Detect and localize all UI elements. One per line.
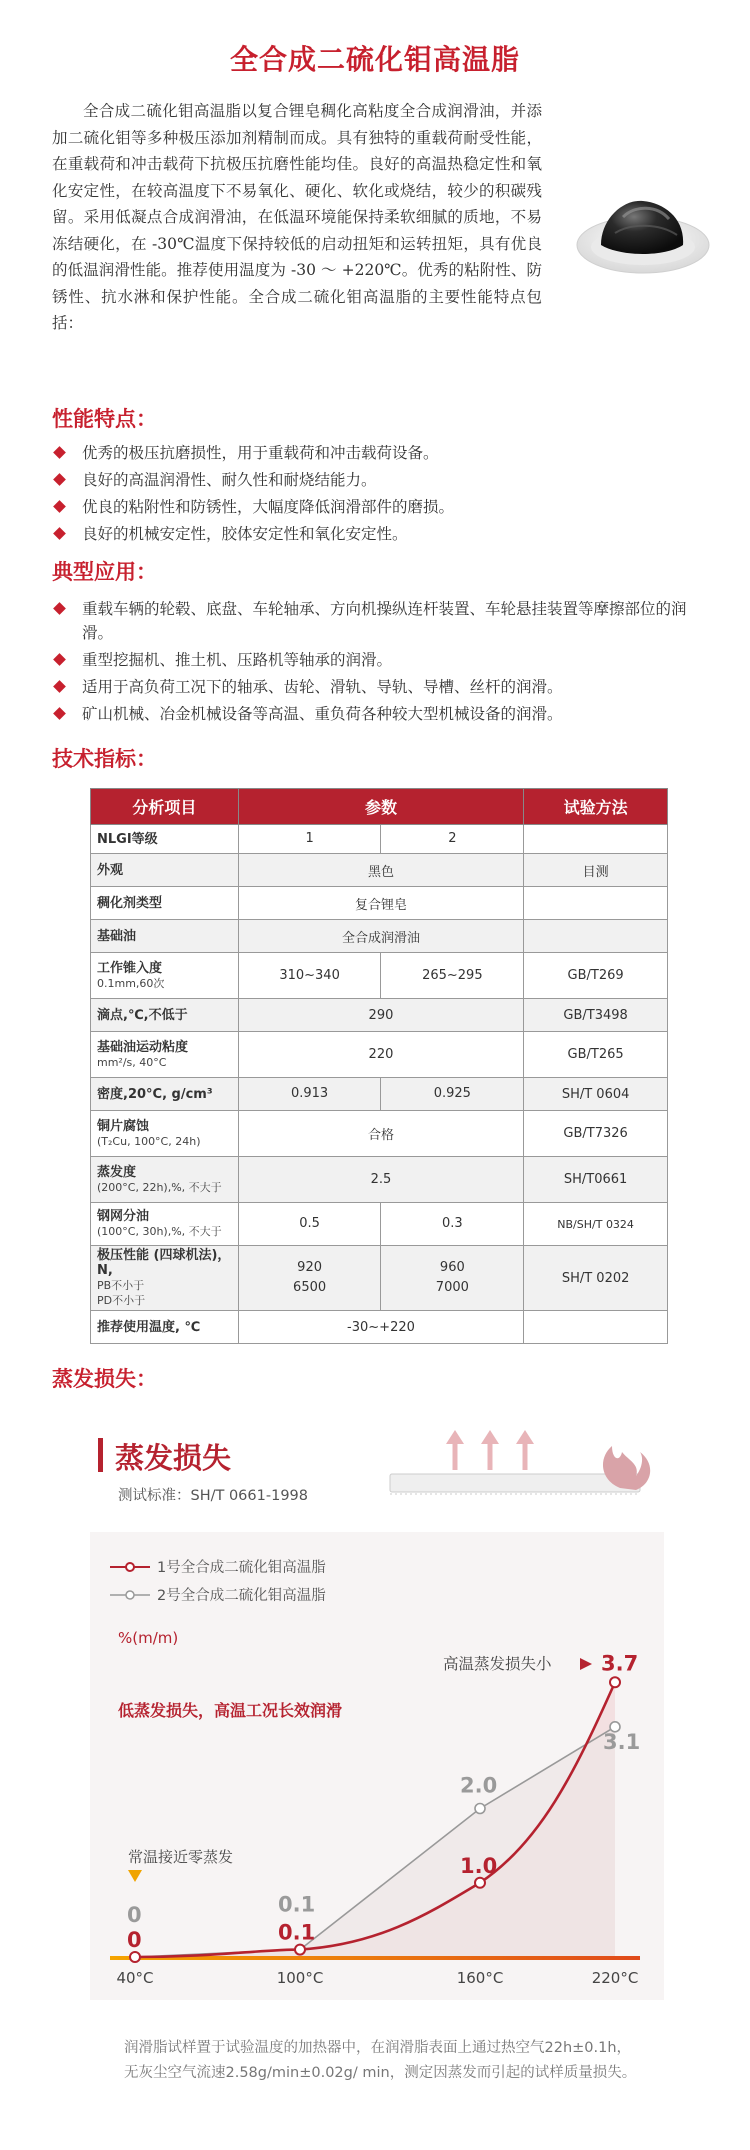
spec-value-cell: 0.913 [238, 1078, 381, 1111]
spec-value-cell: 全合成润滑油 [238, 920, 524, 953]
diamond-bullet-icon [53, 446, 66, 459]
spec-method-cell [524, 887, 668, 920]
spec-method-cell [524, 1311, 668, 1344]
spec-value-cell: -30~+220 [238, 1311, 524, 1344]
spec-table [90, 788, 668, 1344]
features-heading: 性能特点： [52, 407, 157, 431]
spec-item-label: 基础油 [97, 928, 137, 944]
series-2-data-label: 0 [127, 1903, 142, 1927]
series-1-point [295, 1945, 305, 1955]
spec-value-cell: 920 6500 [238, 1246, 381, 1311]
spec-value-cell: 0.925 [381, 1078, 524, 1111]
list-item-text: 优秀的极压抗磨损性，用于重载荷和冲击载荷设备。 [82, 444, 439, 462]
spec-method-cell: SH/T 0202 [524, 1246, 668, 1311]
intro-paragraph: 全合成二硫化钼高温脂以复合锂皂稠化高粘度全合成润滑油，并添加二硫化钼等多种极压添加剂精制而成。具有独特的重载荷耐受性能，在重载荷和冲击载荷下抗极压抗磨性能均佳。良好的高温热稳定性和氧化安定性，在较高温度下不易氧化、硬化、软化或烧结，较少的积碳残留。采用低凝点合成润滑油，在低温环境能保持柔软细腻的质地，不易冻结硬化，在 -30℃温度下保持较低的启动扭矩和运转扭矩，具有优良的低温润滑性能。推荐使用温度为 -30 ～ +220℃。优秀的粘附性、防锈性、抗水淋和保护性能。全合成二硫化钼高温脂的主要性能特点包括： [52, 102, 542, 332]
legend-marker-2 [126, 1591, 134, 1599]
list-item [52, 675, 712, 699]
list-item [52, 441, 712, 465]
spec-value-cell: 290 [238, 999, 524, 1032]
spec-item-label: 基础油运动粘度 [97, 1039, 189, 1055]
spec-item-label: NLGI等级 [97, 831, 158, 847]
spec-method-cell: GB/T265 [524, 1032, 668, 1078]
spec-method-cell: SH/T0661 [524, 1157, 668, 1203]
spec-item-cell [91, 920, 239, 953]
spec-item-cell [91, 999, 239, 1032]
legend-marker-1 [126, 1563, 134, 1571]
list-item [52, 597, 712, 645]
spec-item-sublabel: mm²/s, 40°C [97, 1055, 167, 1069]
spec-item-label: 蒸发度 [97, 1164, 137, 1180]
table-row [91, 1246, 668, 1311]
list-item [52, 495, 712, 519]
x-tick-label: 160°C [456, 1969, 504, 1987]
spec-item-cell [91, 1203, 239, 1246]
spec-value-cell: 合格 [238, 1111, 524, 1157]
series-1-point [475, 1878, 485, 1888]
spec-method-cell: GB/T269 [524, 953, 668, 999]
page-title: 全合成二硫化钼高温脂 [229, 43, 520, 76]
spec-value-cell: 复合锂皂 [238, 887, 524, 920]
series-2-data-label: 0.1 [278, 1892, 316, 1917]
series-2-point [475, 1804, 485, 1814]
diamond-bullet-icon [53, 527, 66, 540]
features-list [52, 441, 712, 549]
chart-standard: 测试标准：SH/T 0661-1998 [118, 1488, 308, 1504]
table-row [91, 1032, 668, 1078]
spec-value-cell: 2.5 [238, 1157, 524, 1203]
annotation-low-loss: 低蒸发损失，高温工况长效润滑 [118, 1701, 343, 1720]
legend-label-1: 1号全合成二硫化钼高温脂 [157, 1560, 326, 1576]
spec-item-cell [91, 854, 239, 887]
spec-item-label: 密度,20°C, g/cm³ [97, 1086, 213, 1102]
spec-method-cell: NB/SH/T 0324 [524, 1203, 668, 1246]
spec-item-cell [91, 1078, 239, 1111]
spec-item-label: 滴点,℃,不低于 [97, 1007, 188, 1023]
spec-item-cell [91, 1246, 239, 1311]
series-2-data-label: 3.1 [603, 1729, 641, 1754]
spec-heading: 技术指标： [52, 747, 157, 771]
spec-item-label: 推荐使用温度, ℃ [97, 1319, 201, 1335]
table-row [91, 953, 668, 999]
table-row [91, 1111, 668, 1157]
series-1-point [610, 1677, 620, 1687]
applications-list [52, 597, 712, 729]
series-2-data-label: 2.0 [460, 1773, 498, 1798]
x-tick-label: 100°C [276, 1969, 324, 1987]
spec-item-label: 钢网分油 [97, 1209, 150, 1224]
product-image [565, 165, 715, 285]
spec-value-cell: 1 [238, 825, 381, 854]
spec-item-cell [91, 1157, 239, 1203]
spec-item-label: 稠化剂类型 [97, 895, 163, 911]
spec-item-sublabel: 0.1mm,60次 [97, 976, 165, 990]
spec-value-cell: 960 7000 [381, 1246, 524, 1311]
spec-method-cell [524, 825, 668, 854]
table-row [91, 887, 668, 920]
heat-arrow-icon [481, 1430, 499, 1444]
applications-heading: 典型应用： [52, 560, 157, 584]
diamond-bullet-icon [53, 707, 66, 720]
legend-label-2: 2号全合成二硫化钼高温脂 [157, 1588, 326, 1604]
y-unit-label: %(m/m) [118, 1629, 179, 1647]
table-row [91, 854, 668, 887]
table-row [91, 920, 668, 953]
spec-method-cell: GB/T3498 [524, 999, 668, 1032]
spec-item-cell [91, 1032, 239, 1078]
diamond-bullet-icon [53, 602, 66, 615]
heat-arrow-icon [446, 1430, 464, 1444]
series-1-data-label: 0 [127, 1928, 142, 1952]
spec-value-cell: 265~295 [381, 953, 524, 999]
spec-value-cell: 310~340 [238, 953, 381, 999]
spec-method-cell: GB/T7326 [524, 1111, 668, 1157]
spec-item-label: 工作锥入度 [97, 960, 163, 976]
series-1-data-label: 0.1 [278, 1920, 316, 1945]
spec-table-header [91, 789, 668, 825]
spec-value-cell: 220 [238, 1032, 524, 1078]
annotation-high-temp: 高温蒸发损失小 [443, 1655, 552, 1673]
table-row [91, 1157, 668, 1203]
x-tick-label: 220°C [591, 1969, 639, 1987]
list-item-text: 矿山机械、冶金机械设备等高温、重负荷各种较大型机械设备的润滑。 [82, 705, 563, 723]
list-item-text: 优良的粘附性和防锈性，大幅度降低润滑部件的磨损。 [82, 498, 455, 516]
spec-value-cell: 2 [381, 825, 524, 854]
table-row [91, 1078, 668, 1111]
column-header: 参数 [238, 789, 524, 825]
spec-value-cell: 0.5 [238, 1203, 381, 1246]
list-item [52, 702, 712, 726]
list-item-text: 重载车辆的轮毂、底盘、车轮轴承、方向机操纵连杆装置、车轮悬挂装置等摩擦部位的润滑。 [82, 600, 687, 642]
diamond-bullet-icon [53, 680, 66, 693]
spec-item-cell [91, 887, 239, 920]
table-row [91, 1203, 668, 1246]
list-item-text: 重型挖掘机、推土机、压路机等轴承的润滑。 [82, 651, 393, 669]
spec-item-label: 外观 [97, 862, 124, 878]
spec-item-cell [91, 825, 239, 854]
spec-item-cell [91, 1111, 239, 1157]
diamond-bullet-icon [53, 473, 66, 486]
spec-item-label: 铜片腐蚀 [97, 1118, 150, 1134]
list-item [52, 648, 712, 672]
spec-value-cell: 黑色 [238, 854, 524, 887]
annotation-normal-temp: 常温接近零蒸发 [128, 1848, 234, 1866]
x-tick-label: 40°C [116, 1969, 154, 1987]
list-item [52, 468, 712, 492]
list-item-text: 良好的机械安定性，胶体安定性和氧化安定性。 [82, 525, 408, 543]
column-header: 试验方法 [524, 789, 668, 825]
spec-item-cell [91, 1311, 239, 1344]
list-item-text: 良好的高温润滑性、耐久性和耐烧结能力。 [82, 471, 377, 489]
table-row [91, 825, 668, 854]
spec-item-cell [91, 953, 239, 999]
table-row [91, 1311, 668, 1344]
list-item [52, 522, 712, 546]
diamond-bullet-icon [53, 500, 66, 513]
test-method-note: 润滑脂试样置于试验温度的加热器中，在润滑脂表面上通过热空气22h±0.1h，无灰尘空气流速2.58g/min±0.02g/ min，测定因蒸发而引起的试样质量损失。 [124, 2040, 637, 2081]
chart-title: 蒸发损失 [115, 1441, 232, 1475]
series-1-data-label: 3.7 [601, 1651, 639, 1676]
spec-method-cell: SH/T 0604 [524, 1078, 668, 1111]
table-row [91, 999, 668, 1032]
spec-item-sublabel: (100°C, 30h),%, 不大于 [97, 1225, 222, 1238]
series-1-data-label: 1.0 [460, 1853, 498, 1878]
spec-method-cell: 目测 [524, 854, 668, 887]
column-header: 分析项目 [91, 789, 239, 825]
spec-item-sublabel: (T₂Cu, 100°C, 24h) [97, 1134, 201, 1148]
evap-heading: 蒸发损失： [52, 1367, 157, 1391]
list-item-text: 适用于高负荷工况下的轴承、齿轮、滑轨、导轨、导槽、丝杆的润滑。 [82, 678, 563, 696]
spec-item-sublabel: PB不小于 PD不小于 [97, 1279, 146, 1307]
heat-arrow-icon [516, 1430, 534, 1444]
diamond-bullet-icon [53, 653, 66, 666]
grease-layer-illustration [390, 1474, 640, 1492]
spec-method-cell [524, 920, 668, 953]
spec-value-cell: 0.3 [381, 1203, 524, 1246]
spec-item-sublabel: (200°C, 22h),%, 不大于 [97, 1180, 222, 1194]
series-1-point [130, 1952, 140, 1962]
title-accent-bar [98, 1438, 103, 1472]
spec-item-label: 极压性能 (四球机法)，N, [97, 1248, 231, 1278]
evaporation-chart [0, 1390, 750, 2090]
